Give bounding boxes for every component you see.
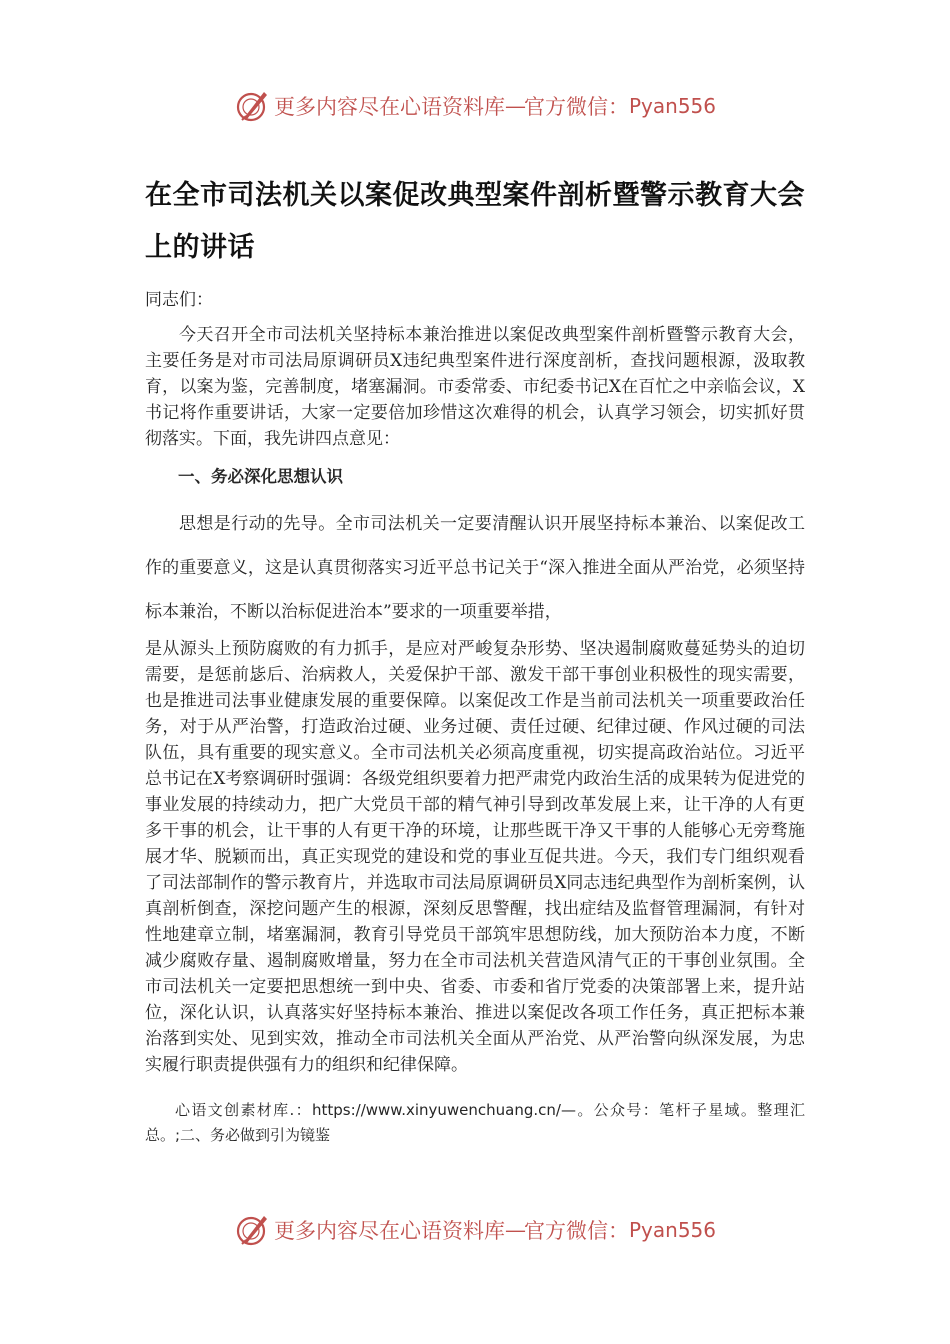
- wechat-label: 官方微信：: [523, 1219, 629, 1243]
- paragraph-intro: 今天召开全市司法机关坚持标本兼治推进以案促改典型案件剖析暨警示教育大会，主要任务是对市司法局原调研员X违纪典型案件进行深度剖析，查找问题根源，汲取教育，以案为鉴，完善制度，堵塞漏洞。市委常委、市纪委书记X在百忙之中亲临会议，X书记将作重要讲话，大家一定要倍加珍惜这次难得的机会，认真学习领会，切实抓好贯彻落实。下面，我先讲四点意见：: [145, 325, 805, 449]
- section-heading-1: 一、务必深化思想认识: [178, 467, 343, 486]
- wechat-id: Pyan556: [628, 1218, 716, 1242]
- document-body: [145, 170, 805, 1148]
- source-note: 心语文创素材库.：https://www.xinyuwenchuang.cn/—。公众号：笔杆子星域。整理汇总。;二、务必做到引为镜鉴: [145, 1101, 805, 1144]
- watermark-separator: —: [504, 94, 524, 118]
- quill-logo-icon: [234, 1212, 270, 1248]
- salutation: 同志们：: [145, 290, 213, 310]
- document-title: 在全市司法机关以案促改典型案件剖析暨警示教育大会上的讲话: [145, 180, 805, 263]
- wechat-id: Pyan556: [628, 94, 716, 118]
- watermark-text: 更多内容尽在心语资料库: [273, 1219, 505, 1243]
- watermark-text: 更多内容尽在心语资料库: [273, 95, 505, 119]
- wechat-label: 官方微信：: [523, 95, 629, 119]
- paragraph-section1-start: 思想是行动的先导。全市司法机关一定要清醒认识开展坚持标本兼治、以案促改工作的重要意义，这是认真贯彻落实习近平总书记关于“深入推进全面从严治党，必须坚持标本兼治，不断以治标促进治本”要求的一项重要举措，: [145, 514, 805, 622]
- watermark-banner-bottom: [0, 1208, 950, 1252]
- watermark-banner-top: [0, 84, 950, 128]
- quill-logo-icon: [234, 88, 270, 124]
- paragraph-section1-body: 是从源头上预防腐败的有力抓手，是应对严峻复杂形势、坚决遏制腐败蔓延势头的迫切需要，是惩前毖后、治病救人，关爱保护干部、激发干部干事创业积极性的现实需要，也是推进司法事业健康发展的重要保障。以案促改工作是当前司法机关一项重要政治任务，对于从严治警，打造政治过硬、业务过硬、责任过硬、纪律过硬、作风过硬的司法队伍，具有重要的现实意义。全市司法机关必须高度重视，切实提高政治站位。习近平总书记在X考察调研时强调：各级党组织要着力把严肃党内政治生活的成果转为促进党的事业发展的持续动力，把广大党员干部的精气神引导到改革发展上来，让干净的人有更多干事的机会，让干事的人有更干净的环境，让那些既干净又干事的人能够心无旁骛施展才华、脱颖而出，真正实现党的建设和党的事业互促共进。今天，我们专门组织观看了司法部制作的警示教育片，并选取市司法局原调研员X同志违纪典型作为剖析案例，认真剖析倒查，深挖问题产生的根源，深刻反思警醒，找出症结及监督管理漏洞，有针对性地建章立制，堵塞漏洞，教育引导党员干部筑牢思想防线，加大预防治本力度，不断减少腐败存量、遏制腐败增量，努力在全市司法机关营造风清气正的干事创业氛围。全市司法机关一定要把思想统一到中央、省委、市委和省厅党委的决策部署上来，提升站位，深化认识，认真落实好坚持标本兼治、推进以案促改各项工作任务，真正把标本兼治落到实处、见到实效，推动全市司法机关全面从严治党、从严治警向纵深发展，为忠实履行职责提供强有力的组织和纪律保障。: [145, 639, 805, 1075]
- watermark-separator: —: [504, 1218, 524, 1242]
